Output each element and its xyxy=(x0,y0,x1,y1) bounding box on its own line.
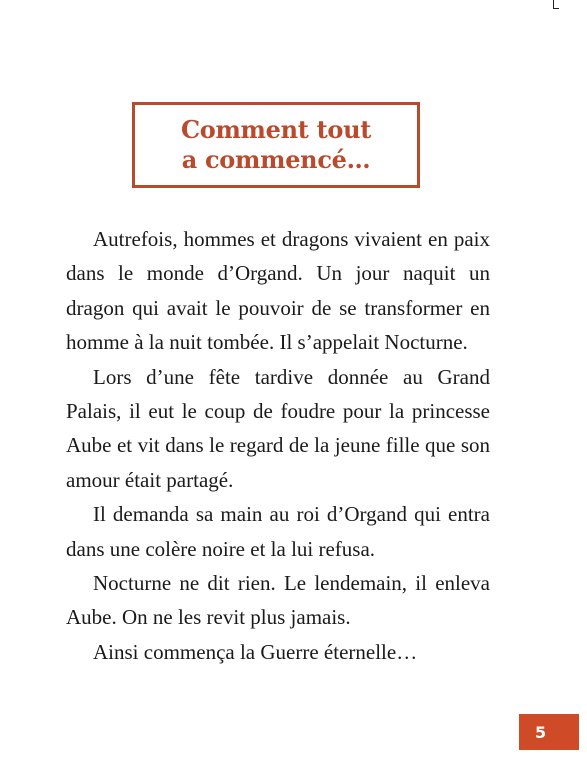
chapter-title-line-2: a commencé… xyxy=(181,145,371,174)
chapter-title-box xyxy=(132,102,420,188)
page-number-tab xyxy=(519,714,579,750)
crop-mark-vertical xyxy=(553,0,554,8)
paragraph: Nocturne ne dit rien. Le lendemain, il enleva Aube. On ne les revit plus jamais. xyxy=(66,571,490,630)
crop-mark-horizontal xyxy=(553,8,559,9)
page-number: 5 xyxy=(535,722,547,742)
paragraph: Autrefois, hommes et dragons vivaient en paix dans le monde d’Organd. Un jour naquit un dragon qui avait le pouvoir de se transformer en homme à la nuit tombée. Il s’appelait Nocturne. xyxy=(66,227,490,355)
story-text xyxy=(66,222,490,669)
paragraph: Il demanda sa main au roi d’Organd qui entra dans une colère noire et la lui refusa. xyxy=(66,502,490,561)
paragraph: Ainsi commença la Guerre éternelle… xyxy=(93,639,418,664)
chapter-title-line-1: Comment tout xyxy=(180,115,372,144)
paragraph: Lors d’une fête tardive donnée au Grand Palais, il eut le coup de foudre pour la princesse Aube et vit dans le regard de la jeune fille que son amour était partagé. xyxy=(66,364,490,492)
